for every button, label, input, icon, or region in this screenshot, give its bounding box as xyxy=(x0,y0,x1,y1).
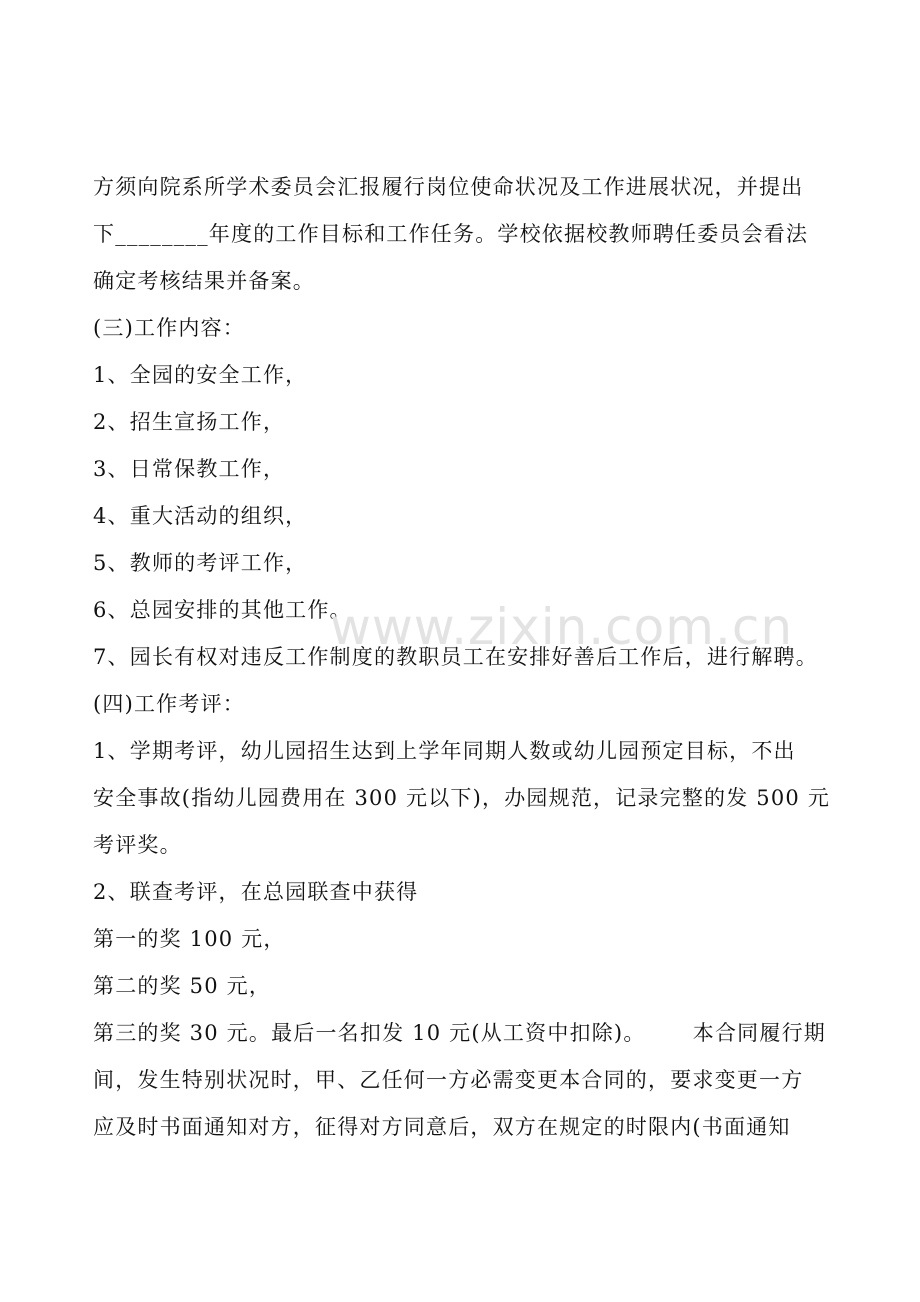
text-line: 应及时书面通知对方，征得对方同意后，双方在规定的时限内(书面通知 xyxy=(93,1115,791,1139)
text-line: 第二的奖 50 元， xyxy=(93,974,272,998)
document-body xyxy=(93,164,833,1151)
text-line: 第三的奖 30 元。最后一名扣发 10 元(从工资中扣除)。 本合同履行期 xyxy=(93,1021,826,1045)
text-line: 2、联查考评，在总园联查中获得 xyxy=(93,880,419,904)
section-heading: (三)工作内容： xyxy=(93,316,245,340)
list-item: 3、日常保教工作， xyxy=(93,457,286,481)
list-item: 7、园长有权对违反工作制度的教职员工在安排好善后工作后，进行解聘。 xyxy=(93,645,818,669)
list-item: 5、教师的考评工作， xyxy=(93,551,308,575)
text-line: 安全事故(指幼儿园费用在 300 元以下)，办园规范，记录完整的发 500 元 xyxy=(93,786,831,810)
watermark: www.zixin.com.cn xyxy=(330,598,794,656)
list-item: 2、招生宣扬工作， xyxy=(93,410,286,434)
section-heading: (四)工作考评： xyxy=(93,692,245,716)
list-item: 6、总园安排的其他工作。 xyxy=(93,598,352,622)
text-line: 间，发生特别状况时，甲、乙任何一方必需变更本合同的，要求变更一方 xyxy=(93,1068,804,1092)
text-line: 考评奖。 xyxy=(93,833,182,857)
list-item: 4、重大活动的组织， xyxy=(93,504,308,528)
text-line: 下________年度的工作目标和工作任务。学校依据校教师聘任委员会看法 xyxy=(93,222,809,246)
list-item: 1、全园的安全工作， xyxy=(93,363,308,387)
text-line: 确定考核结果并备案。 xyxy=(93,269,315,293)
text-line: 方须向院系所学术委员会汇报履行岗位使命状况及工作进展状况，并提出 xyxy=(93,175,804,199)
text-line: 1、学期考评，幼儿园招生达到上学年同期人数或幼儿园预定目标，不出 xyxy=(93,739,796,763)
text-line: 第一的奖 100 元， xyxy=(93,927,286,951)
